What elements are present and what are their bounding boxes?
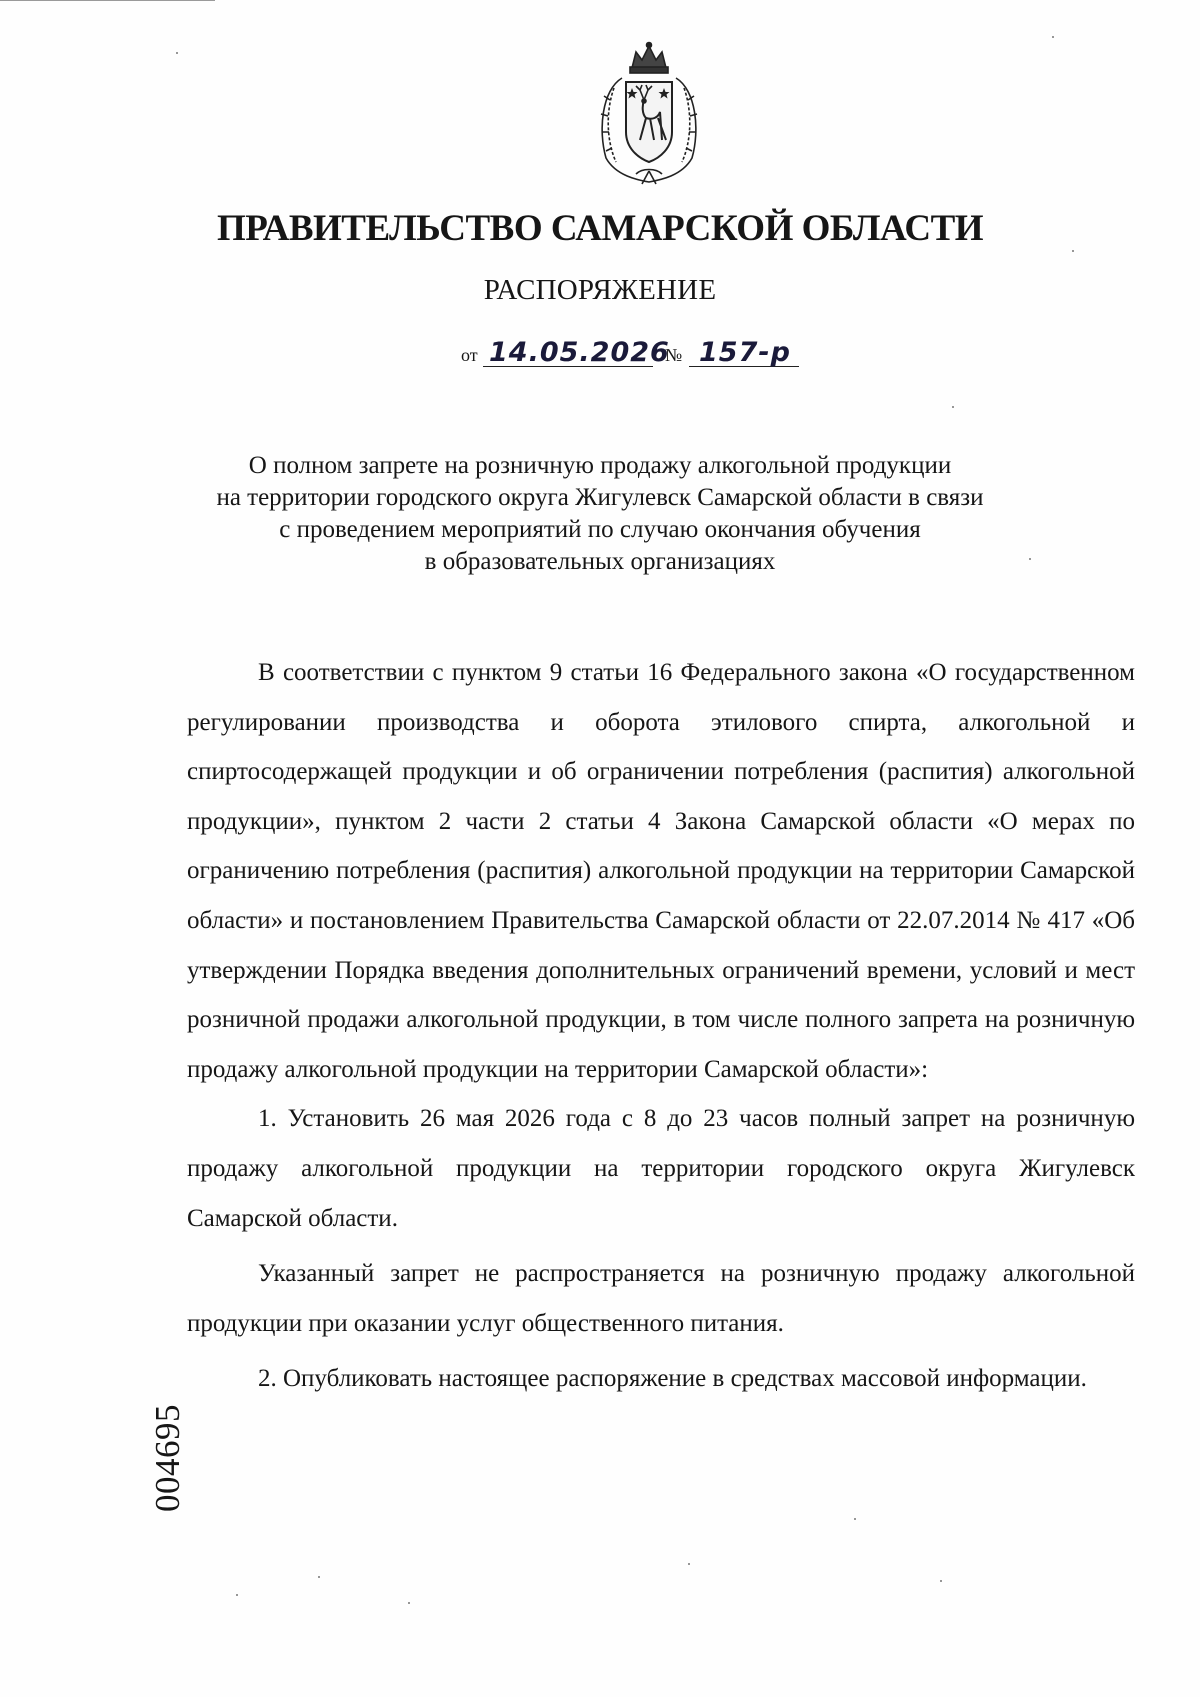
document-body (187, 648, 1135, 1404)
scan-speck (940, 1580, 942, 1582)
document-subject (160, 450, 1040, 578)
number-prefix: № (665, 345, 683, 365)
scan-speck (688, 1563, 690, 1565)
organization-title: ПРАВИТЕЛЬСТВО САМАРСКОЙ ОБЛАСТИ (216, 208, 984, 249)
document-type: РАСПОРЯЖЕНИЕ (483, 274, 717, 306)
scan-speck (1029, 558, 1031, 560)
subject-line: О полном запрете на розничную продажу алкогольной продукции (248, 452, 952, 479)
scan-speck (408, 1602, 410, 1604)
scan-speck (1052, 36, 1054, 38)
scan-speck (1072, 250, 1074, 252)
item-1-paragraph: 1. Установить 26 мая 2026 года с 8 до 23 часов полный запрет на розничную продажу алкогольной продукции на территории городского округа Жигулевск Самарской области. (187, 1105, 1135, 1232)
scan-edge-line (0, 0, 215, 1)
date-prefix: от (461, 345, 478, 365)
scan-speck (952, 406, 954, 408)
item-2-paragraph: 2. Опубликовать настоящее распоряжение в средствах массовой информации. (258, 1365, 1087, 1393)
subject-line: с проведением мероприятий по случаю окончания обучения (279, 516, 921, 543)
scan-speck (854, 1518, 856, 1520)
subject-line: в образовательных организациях (424, 548, 776, 575)
scan-speck (318, 1576, 320, 1578)
scan-speck (176, 52, 178, 54)
item-1-note-paragraph: Указанный запрет не распространяется на розничную продажу алкогольной продукции при оказании услуг общественного питания. (187, 1260, 1135, 1337)
date-value: 14.05.2026 (489, 337, 670, 368)
margin-stamp-number: 004695 (148, 1404, 187, 1512)
preamble-paragraph: В соответствии с пунктом 9 статьи 16 Федерального закона «О государственном регулировании производства и оборота этилового спирта, алкогольной и спиртосодержащей продукции и об ограничении потребления (распития) алкогольной продукции», пунктом 2 части 2 статьи 4 Закона Самарской области «О мерах по ограничению потребления (распития) алкогольной продукции на территории Самарской области» и постановлением Правительства Самарской области от 22.07.2014 № 417 «Об утверждении Порядка введения дополнительных ограничений времени, условий и мест розничной продажи алкогольной продукции, в том числе полного запрета на розничную продажу алкогольной продукции на территории Самарской области»: (187, 659, 1135, 1083)
date-number-line (461, 326, 861, 376)
scan-speck (236, 1594, 238, 1596)
number-value: 157-р (699, 337, 791, 368)
subject-line: на территории городского округа Жигулевск Самарской области в связи (216, 484, 984, 511)
samara-region-coat-of-arms-icon (592, 40, 706, 186)
